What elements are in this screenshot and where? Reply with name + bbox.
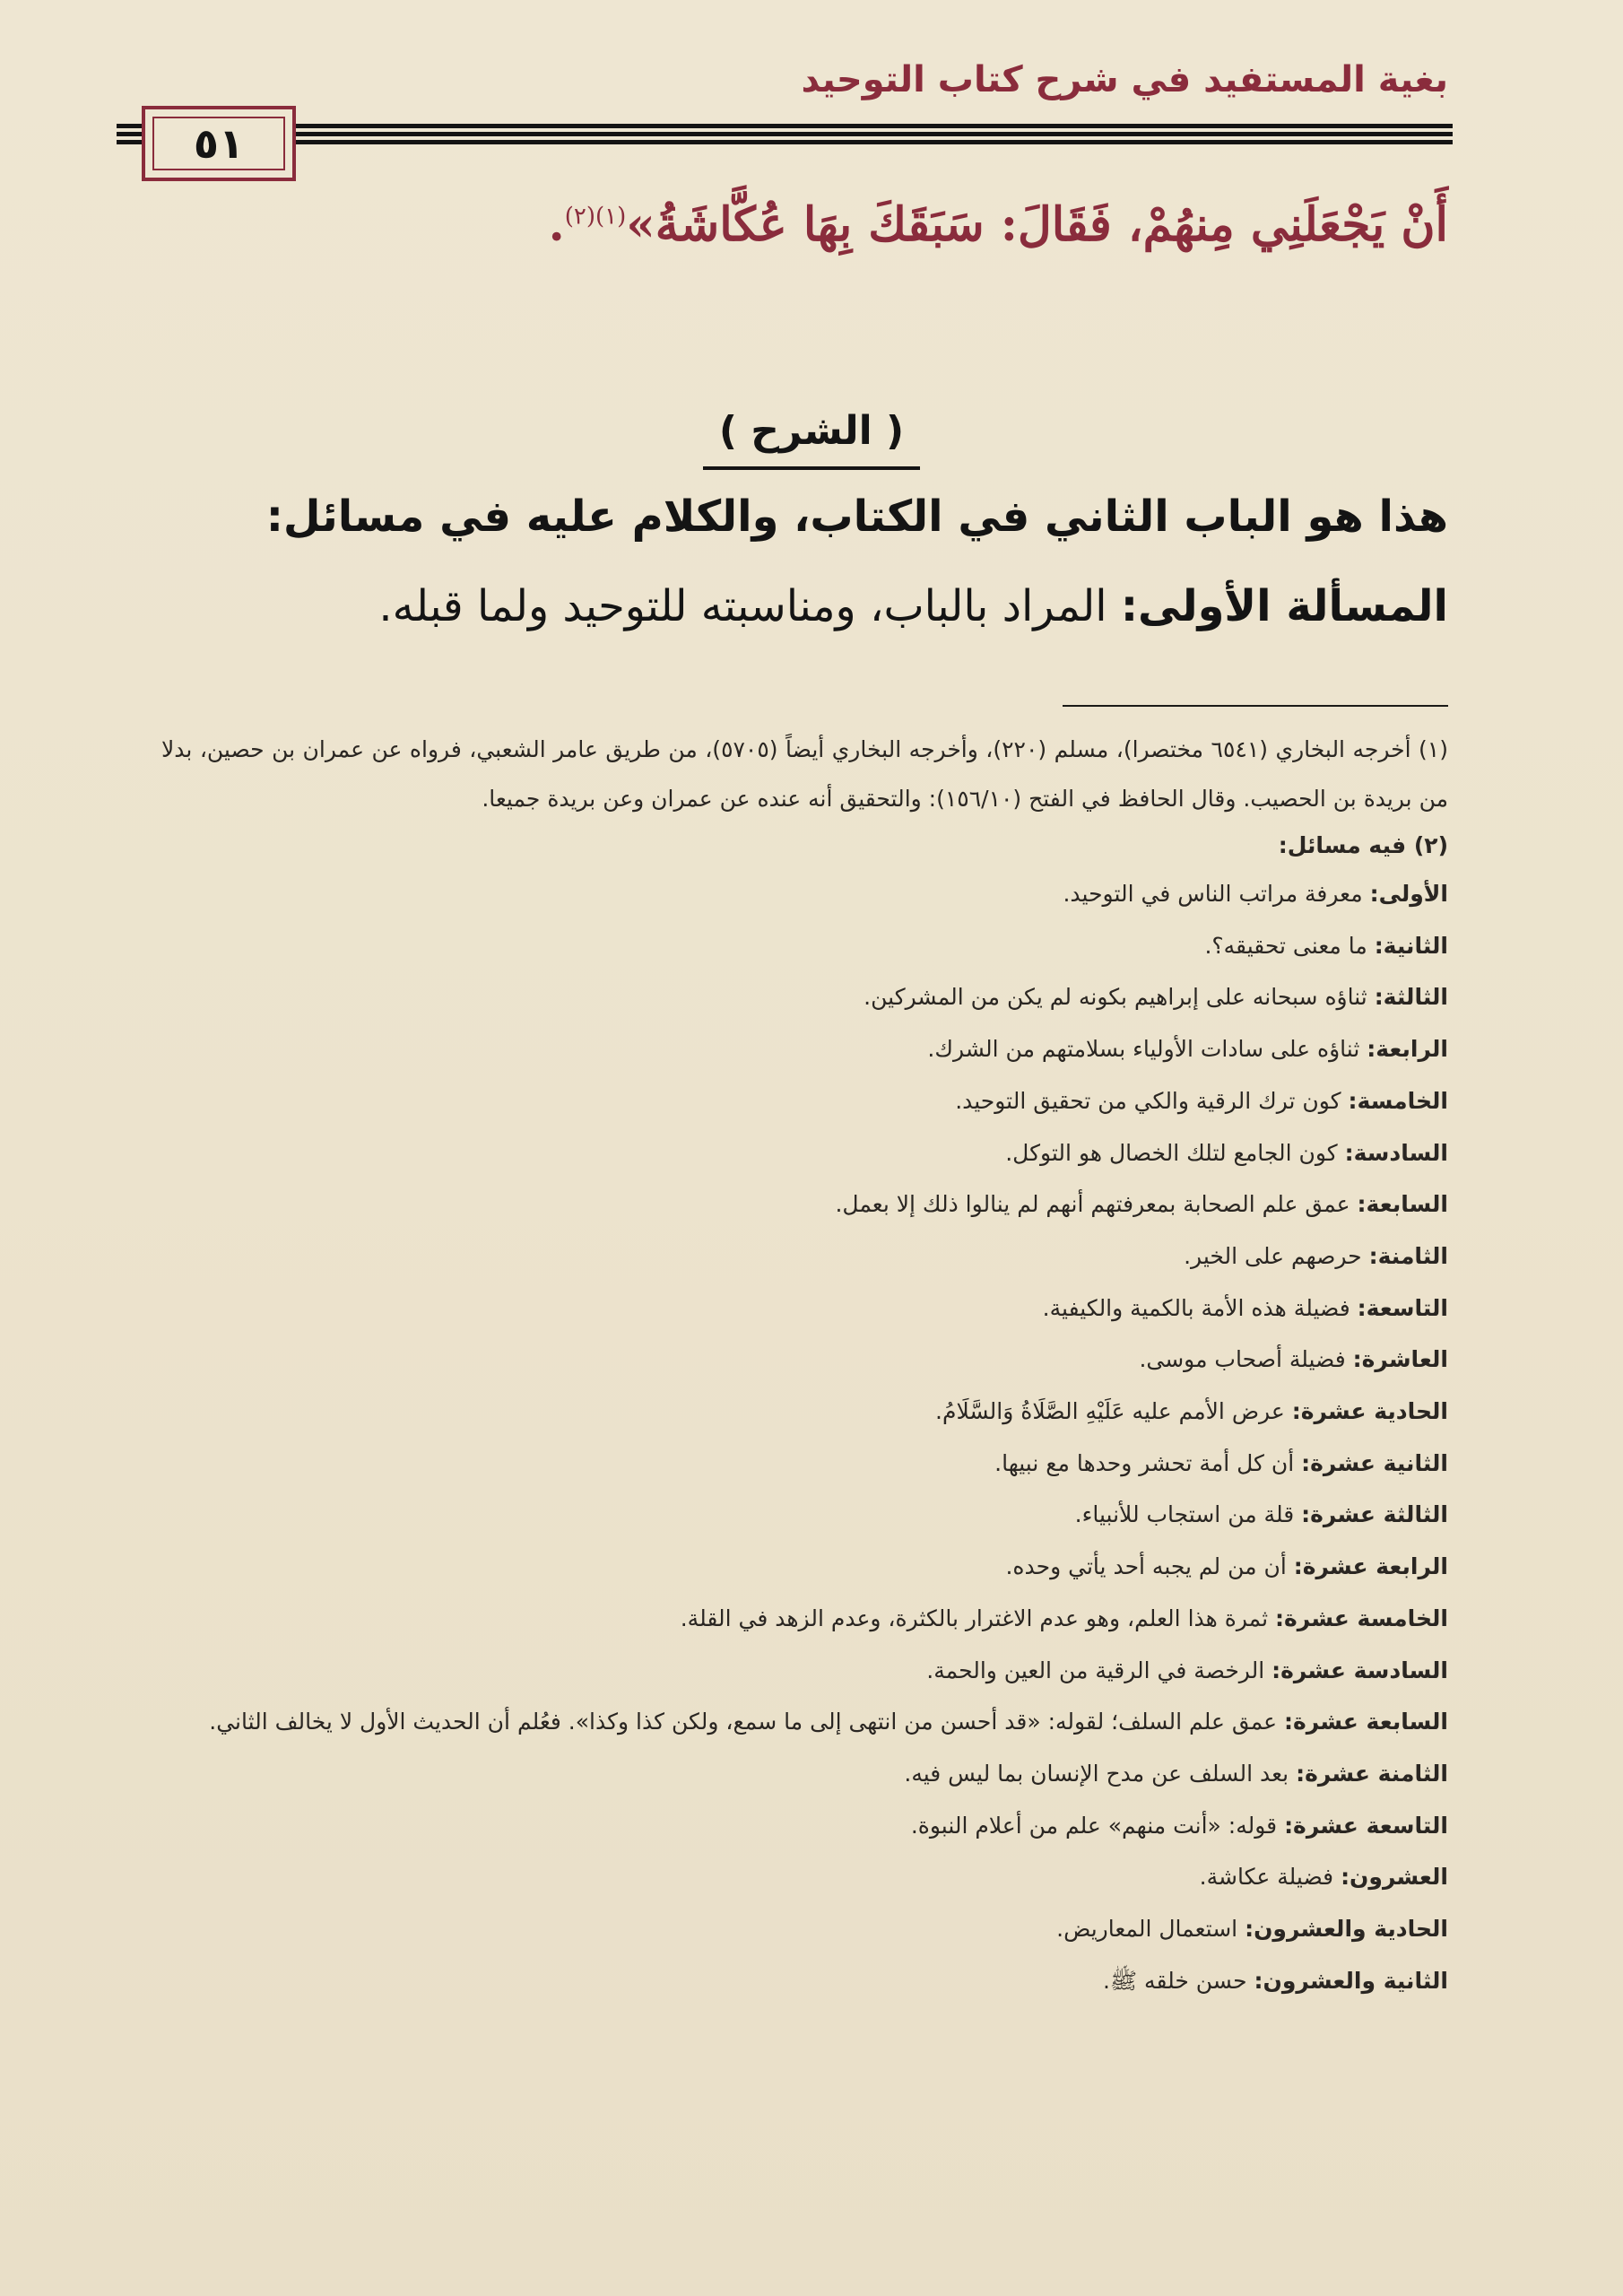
header-rule	[117, 124, 1453, 149]
issue-text: ثمرة هذا العلم، وهو عدم الاغترار بالكثرة، وعدم الزهد في القلة.	[680, 1605, 1269, 1631]
intro-line	[161, 491, 1448, 542]
issue-text: بعد السلف عن مدح الإنسان بما ليس فيه.	[904, 1760, 1289, 1787]
issue-label: الثامنة:	[1368, 1242, 1448, 1269]
hadith-text: أَنْ يَجْعَلَنِي مِنهُمْ، فَقَالَ: سَبَقَكَ بِهَا عُكَّاشَةُ»	[626, 197, 1448, 252]
issue-item	[161, 1645, 1448, 1697]
issue-text: فضيلة أصحاب موسى.	[1139, 1346, 1346, 1373]
issue-label: السادسة:	[1344, 1139, 1448, 1166]
first-issue-text: المراد بالباب، ومناسبته للتوحيد ولما قبله.	[378, 581, 1107, 631]
issue-item	[161, 920, 1448, 972]
issue-text: حرصهم على الخير.	[1184, 1242, 1362, 1269]
issue-item	[161, 1541, 1448, 1593]
issue-text: أن كل أمة تحشر وحدها مع نبيها.	[994, 1449, 1295, 1476]
issue-label: الأولى:	[1369, 881, 1448, 907]
page-number-frame	[142, 106, 296, 181]
issue-item	[161, 971, 1448, 1023]
issue-label: العشرون:	[1341, 1864, 1448, 1891]
issue-label: الرابعة عشرة:	[1293, 1553, 1448, 1580]
issue-label: الرابعة:	[1367, 1036, 1448, 1063]
issue-text: كون الجامع لتلك الخصال هو التوكل.	[1005, 1139, 1338, 1166]
issue-label: الخامسة:	[1348, 1087, 1448, 1114]
issue-item	[161, 1748, 1448, 1800]
issue-label: السادسة عشرة:	[1271, 1657, 1448, 1683]
issue-item	[161, 1334, 1448, 1386]
issue-item	[161, 1231, 1448, 1283]
issue-label: الثالثة:	[1374, 984, 1448, 1011]
issue-item	[161, 1023, 1448, 1075]
issue-label: الثانية عشرة:	[1301, 1449, 1448, 1476]
issue-item	[161, 1386, 1448, 1438]
issue-text: الرخصة في الرقية من العين والحمة.	[926, 1657, 1265, 1683]
footnotes	[161, 725, 1448, 2006]
issue-label: التاسعة:	[1357, 1294, 1448, 1321]
issue-text: عمق علم السلف؛ لقوله: «قد أحسن من انتهى إلى ما سمع، ولكن كذا وكذا». فعُلم أن الحديث الأول لا يخالف الثاني.	[209, 1709, 1278, 1735]
issue-item	[161, 1283, 1448, 1335]
issue-text: استعمال المعاريض.	[1056, 1916, 1238, 1943]
intro-text: هذا هو الباب الثاني في الكتاب، والكلام عليه في مسائل:	[265, 491, 1448, 542]
issue-text: معرفة مراتب الناس في التوحيد.	[1063, 881, 1363, 907]
issue-item	[161, 1903, 1448, 1955]
issue-text: فضيلة عكاشة.	[1199, 1864, 1334, 1891]
issue-label: التاسعة عشرة:	[1284, 1812, 1448, 1839]
issue-text: حسن خلقه ﷺ.	[1102, 1967, 1247, 1994]
issue-text: ما معنى تحقيقه؟.	[1204, 932, 1367, 959]
issue-item	[161, 1438, 1448, 1490]
issue-text: قلة من استجاب للأنبياء.	[1074, 1501, 1295, 1528]
hadith-line	[161, 197, 1448, 252]
footnote-separator	[1063, 705, 1448, 707]
issue-text: كون ترك الرقية والكي من تحقيق التوحيد.	[955, 1087, 1341, 1114]
issue-label: الثامنة عشرة:	[1296, 1760, 1448, 1787]
first-issue	[161, 581, 1448, 631]
issue-item	[161, 1178, 1448, 1231]
issue-label: السابعة:	[1357, 1191, 1448, 1218]
first-issue-label: المسألة الأولى:	[1120, 581, 1448, 631]
issue-item	[161, 1696, 1448, 1748]
footnote-1: (١) أخرجه البخاري (٦٥٤١ مختصرا)، مسلم (٢٢٠)، وأخرجه البخاري أيضاً (٥٧٠٥)، من طريق عامر الشعبي، فرواه عن عمران بن حصين، بدلا من بريدة بن الحصيب. وقال الحافظ في الفتح (١٥٦/١٠): والتحقيق أنه عنده عن عمران وعن بريدة جميعا.	[161, 736, 1448, 812]
hadith-end: .	[548, 197, 565, 252]
issue-item	[161, 1075, 1448, 1127]
issue-item	[161, 1800, 1448, 1852]
issue-item	[161, 1127, 1448, 1179]
issue-text: ثناؤه سبحانه على إبراهيم بكونه لم يكن من المشركين.	[864, 984, 1367, 1011]
issue-label: العاشرة:	[1352, 1346, 1448, 1373]
footnote-refs: (١)(٢)	[564, 203, 627, 230]
footnote-2-heading: (٢) فيه مسائل:	[1278, 832, 1448, 858]
page-number: ٥١	[193, 119, 245, 168]
issue-label: الحادية عشرة:	[1291, 1398, 1448, 1425]
section-heading-text: ( الشرح )	[703, 408, 920, 470]
issue-item	[161, 1489, 1448, 1541]
issue-label: السابعة عشرة:	[1284, 1709, 1448, 1735]
issue-text: فضيلة هذه الأمة بالكمية والكيفية.	[1042, 1294, 1350, 1321]
issue-label: الخامسة عشرة:	[1275, 1605, 1448, 1631]
issue-label: الثانية:	[1374, 932, 1448, 959]
issue-text: عرض الأمم عليه عَلَيْهِ الصَّلَاةُ وَالسَّلَامُ.	[935, 1398, 1285, 1425]
issue-item	[161, 1851, 1448, 1903]
issue-text: ثناؤه على سادات الأولياء بسلامتهم من الشرك.	[927, 1036, 1360, 1063]
issue-label: الحادية والعشرون:	[1245, 1916, 1448, 1943]
issue-text: قوله: «أنت منهم» علم من أعلام النبوة.	[910, 1812, 1278, 1839]
issue-label: الثانية والعشرون:	[1254, 1967, 1448, 1994]
section-heading	[0, 408, 1623, 470]
issue-label: الثالثة عشرة:	[1301, 1501, 1448, 1528]
issue-text: عمق علم الصحابة بمعرفتهم أنهم لم ينالوا ذلك إلا بعمل.	[835, 1191, 1350, 1218]
running-title: بغية المستفيد في شرح كتاب التوحيد	[801, 59, 1448, 100]
issue-text: أن من لم يجبه أحد يأتي وحده.	[1005, 1553, 1287, 1580]
issue-item	[161, 1593, 1448, 1645]
issue-item	[161, 868, 1448, 920]
issue-item	[161, 1955, 1448, 2007]
